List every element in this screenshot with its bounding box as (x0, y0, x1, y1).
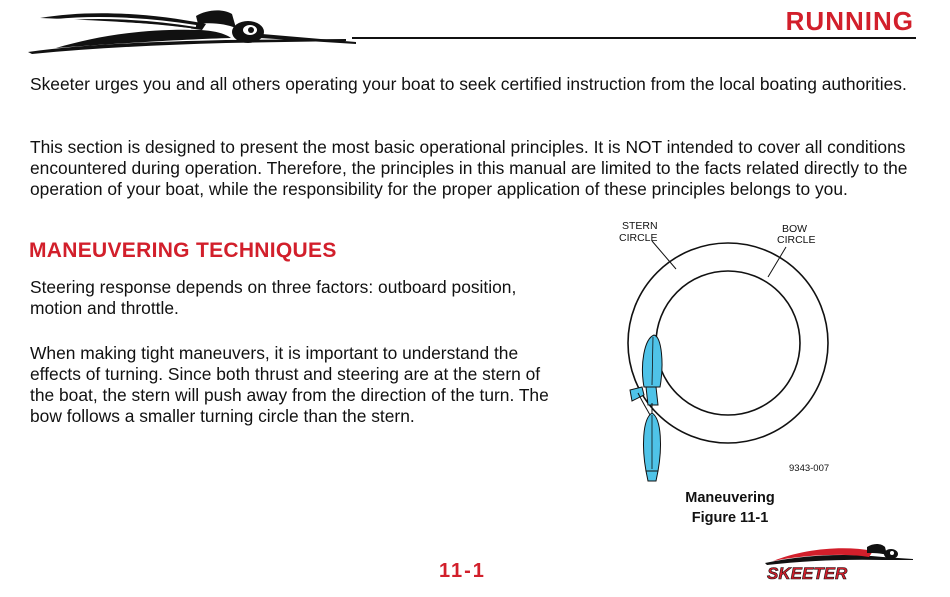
skeeter-bird-logo (26, 8, 356, 58)
stern-label-2: CIRCLE (619, 232, 658, 244)
brand-wordmark: SKEETER (767, 564, 848, 583)
boat-upper (630, 335, 662, 405)
bow-label-1: BOW (782, 223, 808, 235)
figure-code: 9343-007 (789, 463, 830, 474)
section-paragraph: This section is designed to present the most basic operational principles. It is NOT intended to cover all conditions encountered during operation. Therefore, the principles in this manual are limited to the facts related directly to the operation of your boat, while the responsibility for the proper application of these principles belongs to you. (30, 137, 908, 199)
skeeter-brand-logo (763, 541, 915, 583)
bow-label-2: CIRCLE (777, 234, 816, 246)
bow-circle (656, 271, 800, 415)
subheading: MANEUVERING TECHNIQUES (29, 239, 337, 262)
caption-number: Figure 11-1 (691, 510, 769, 526)
boat-lower (644, 413, 661, 481)
page-number: 11-1 (439, 560, 486, 582)
turning-paragraph: When making tight maneuvers, it is important to understand the effects of turning. Since both thrust and steering are at the stern of the boat, the stern will push away from the direction of the turn. The bow follows a smaller turning circle than the stern. (30, 343, 549, 426)
section-title: RUNNING (785, 6, 914, 36)
stern-label-1: STERN (622, 220, 658, 232)
steering-paragraph: Steering response depends on three factors: outboard position, motion and throttle. (30, 277, 517, 318)
stern-leader-line (652, 241, 676, 269)
header-rule (352, 37, 916, 39)
caption-title: Maneuvering (685, 490, 775, 506)
figure-caption (630, 488, 830, 528)
bow-leader-line (768, 247, 786, 277)
maneuvering-figure (600, 215, 850, 485)
intro-paragraph: Skeeter urges you and all others operating your boat to seek certified instruction from the local boating authorities. (30, 74, 907, 94)
